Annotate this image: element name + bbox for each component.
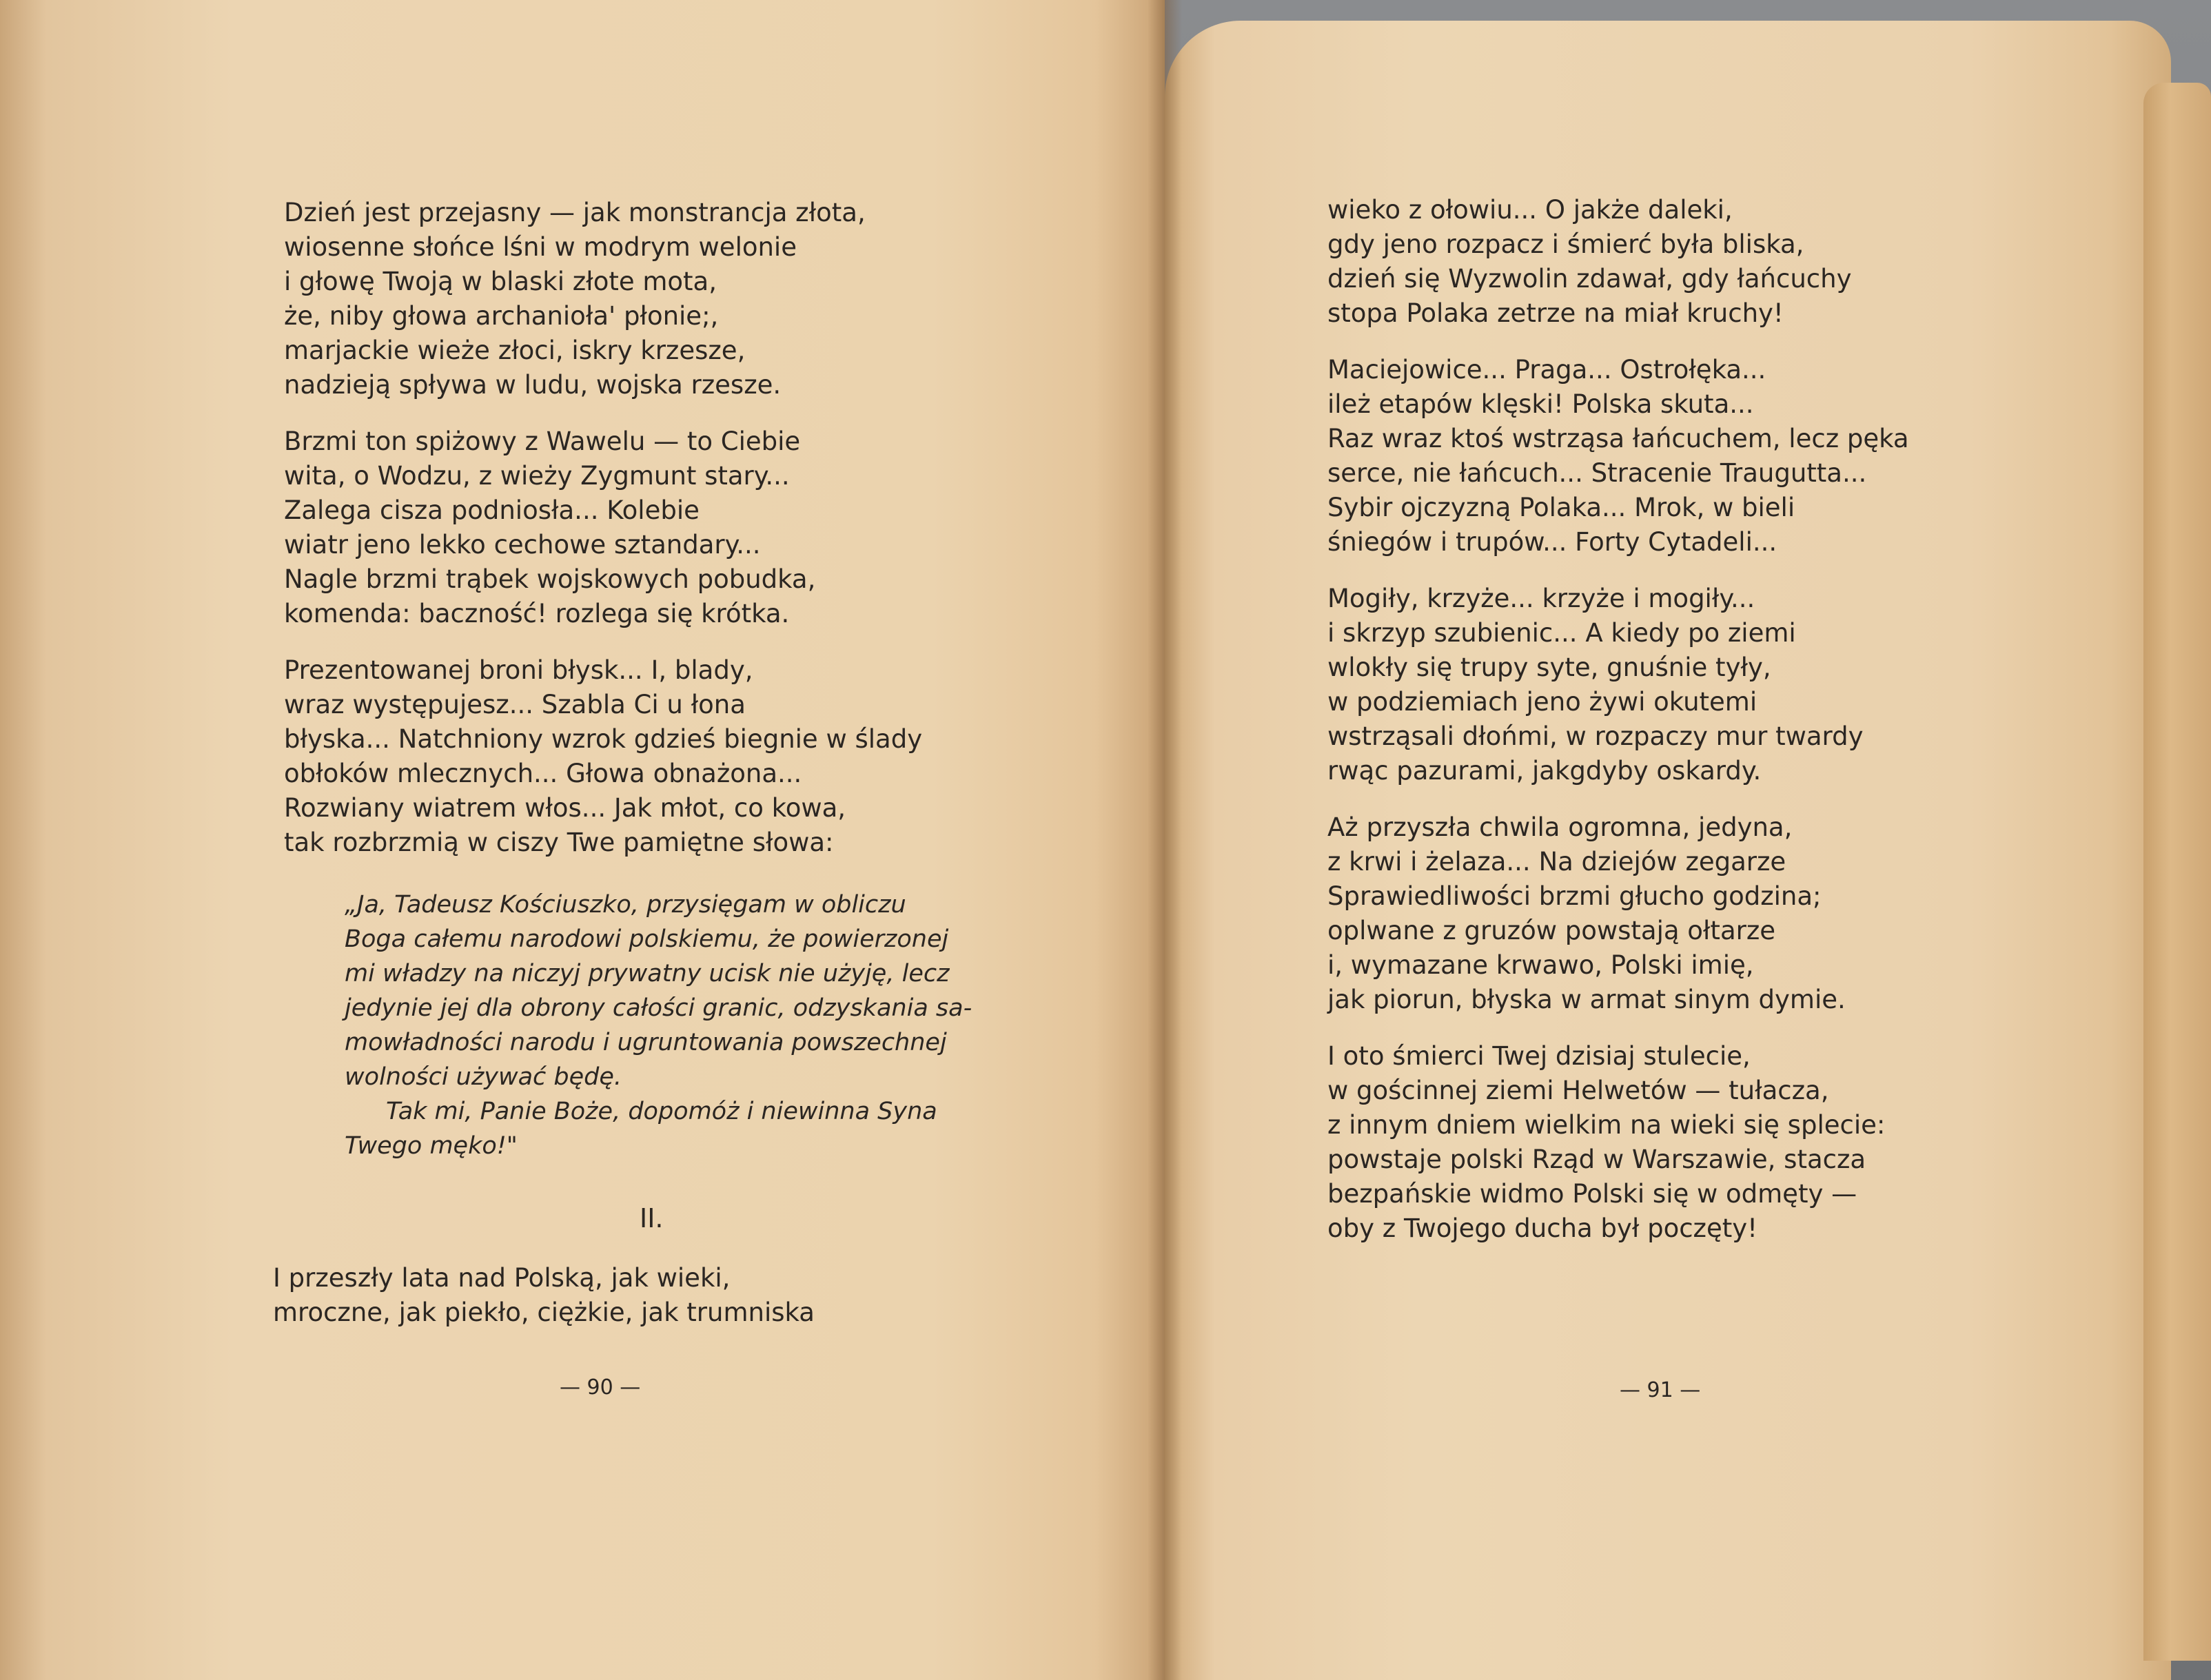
verse-line: wstrząsali dłońmi, w rozpaczy mur twardy (1327, 721, 1864, 751)
verse-line: w podziemiach jeno żywi okutemi (1327, 687, 1757, 717)
verse-line: Sprawiedliwości brzmi głucho godzina; (1327, 881, 1822, 911)
verse-line: powstaje polski Rząd w Warszawie, stacza (1327, 1145, 1866, 1174)
quote-line: Tak mi, Panie Boże, dopomóż i niewinna Syna (386, 1098, 937, 1125)
verse-line: rwąc pazurami, jakgdyby oskardy. (1327, 756, 1762, 786)
verse-line: i głowę Twoją w blaski złote mota, (284, 267, 717, 296)
verse-line: Brzmi ton spiżowy z Wawelu — to Ciebie (284, 427, 801, 456)
verse-line: Sybir ojczyzną Polaka... Mrok, w bieli (1327, 493, 1795, 522)
verse-line: i skrzyp szubienic... A kiedy po ziemi (1327, 618, 1796, 648)
verse-line: błyska... Natchniony wzrok gdzieś biegnie w ślady (284, 724, 923, 754)
verse-line: Rozwiany wiatrem włos... Jak młot, co kowa, (284, 793, 846, 823)
verse-line: nadzieją spływa w ludu, wojska rzesze. (284, 370, 782, 400)
verse-line: w gościnnej ziemi Helwetów — tułacza, (1327, 1076, 1829, 1105)
book-gutter (1148, 0, 1182, 1680)
left-page-final-stanza (273, 1261, 815, 1330)
verse-line: wita, o Wodzu, z wieży Zygmunt stary... (284, 461, 790, 491)
oath-quote (345, 888, 972, 1163)
stanza (1327, 1039, 1909, 1246)
quote-line: wolności używać będę. (345, 1063, 622, 1091)
verse-line: serce, nie łańcuch... Stracenie Traugutta... (1327, 458, 1867, 488)
verse-line: Raz wraz ktoś wstrząsa łańcuchem, lecz pęka (1327, 424, 1909, 453)
stanza (1327, 193, 1909, 331)
page-number-right: — 91 — (1620, 1378, 1701, 1402)
verse-line: wieko z ołowiu... O jakże daleki, (1327, 195, 1733, 225)
verse-line: obłoków mlecznych... Głowa obnażona... (284, 759, 802, 788)
verse-line: gdy jeno rozpacz i śmierć była bliska, (1327, 229, 1804, 259)
verse-line: z krwi i żelaza... Na dziejów zegarze (1327, 847, 1786, 877)
verse-line: marjackie wieże złoci, iskry krzesze, (284, 336, 746, 365)
verse-line: jak piorun, błyska w armat sinym dymie. (1327, 985, 1846, 1014)
verse-line: Nagle brzmi trąbek wojskowych pobudka, (284, 564, 816, 594)
stanza (284, 653, 922, 860)
verse-line: Maciejowice... Praga... Ostrołęka... (1327, 355, 1766, 385)
verse-line: wraz występujesz... Szabla Ci u łona (284, 690, 746, 719)
verse-line: i, wymazane krwawo, Polski imię, (1327, 950, 1754, 980)
verse-line: oby z Twojego ducha był poczęty! (1327, 1213, 1757, 1243)
quote-line: Boga całemu narodowi polskiemu, że powierzonej (345, 925, 949, 953)
verse-line: Mogiły, krzyże... krzyże i mogiły... (1327, 584, 1755, 613)
verse-line: mroczne, jak piekło, ciężkie, jak trumniska (273, 1298, 815, 1327)
verse-line: Aż przyszła chwila ogromna, jedyna, (1327, 812, 1793, 842)
stanza (1327, 582, 1909, 788)
stanza (1327, 353, 1909, 560)
verse-line: stopa Polaka zetrze na miał kruchy! (1327, 298, 1784, 328)
verse-line: Zalega cisza podniosła... Kolebie (284, 495, 700, 525)
verse-line: że, niby głowa archanioła' płonie;, (284, 301, 719, 331)
verse-line: komenda: baczność! rozlega się krótka. (284, 599, 790, 628)
stanza (284, 196, 922, 402)
verse-line: I oto śmierci Twej dzisiaj stulecie, (1327, 1041, 1751, 1071)
verse-line: bezpańskie widmo Polski się w odmęty — (1327, 1179, 1857, 1209)
quote-line: jedynie jej dla obrony całości granic, odzyskania sa- (345, 994, 972, 1022)
verse-line: dzień się Wyzwolin zdawał, gdy łańcuchy (1327, 264, 1852, 294)
verse-line: śniegów i trupów... Forty Cytadeli... (1327, 527, 1777, 557)
quote-line: mi władzy na niczyj prywatny ucisk nie użyję, lecz (345, 960, 950, 987)
verse-line: wiatr jeno lekko cechowe sztandary... (284, 530, 761, 560)
verse-line: Prezentowanej broni błysk... I, blady, (284, 655, 753, 685)
verse-line: oplwane z gruzów powstają ołtarze (1327, 916, 1776, 945)
verse-line: ileż etapów klęski! Polska skuta... (1327, 389, 1754, 419)
verse-line: wiosenne słońce lśni w modrym welonie (284, 232, 797, 262)
verse-line: z innym dniem wielkim na wieki się splecie: (1327, 1110, 1886, 1140)
quote-line: „Ja, Tadeusz Kościuszko, przysięgam w obliczu (345, 891, 906, 919)
page-number-left: — 90 — (560, 1375, 641, 1400)
stanza (284, 424, 922, 631)
quote-line: mowładności narodu i ugruntowania powszechnej (345, 1029, 947, 1056)
quote-line: Twego męko!" (345, 1132, 518, 1160)
left-page-poem (284, 196, 922, 882)
page-edges (2143, 83, 2211, 1661)
section-heading: II. (640, 1203, 664, 1233)
verse-line: wlokły się trupy syte, gnuśnie tyły, (1327, 653, 1771, 682)
verse-line: Dzień jest przejasny — jak monstrancja złota, (284, 198, 866, 227)
stanza (1327, 810, 1909, 1017)
verse-line: I przeszły lata nad Polską, jak wieki, (273, 1263, 731, 1293)
verse-line: tak rozbrzmią w ciszy Twe pamiętne słowa: (284, 828, 834, 857)
right-page-poem (1327, 193, 1909, 1268)
